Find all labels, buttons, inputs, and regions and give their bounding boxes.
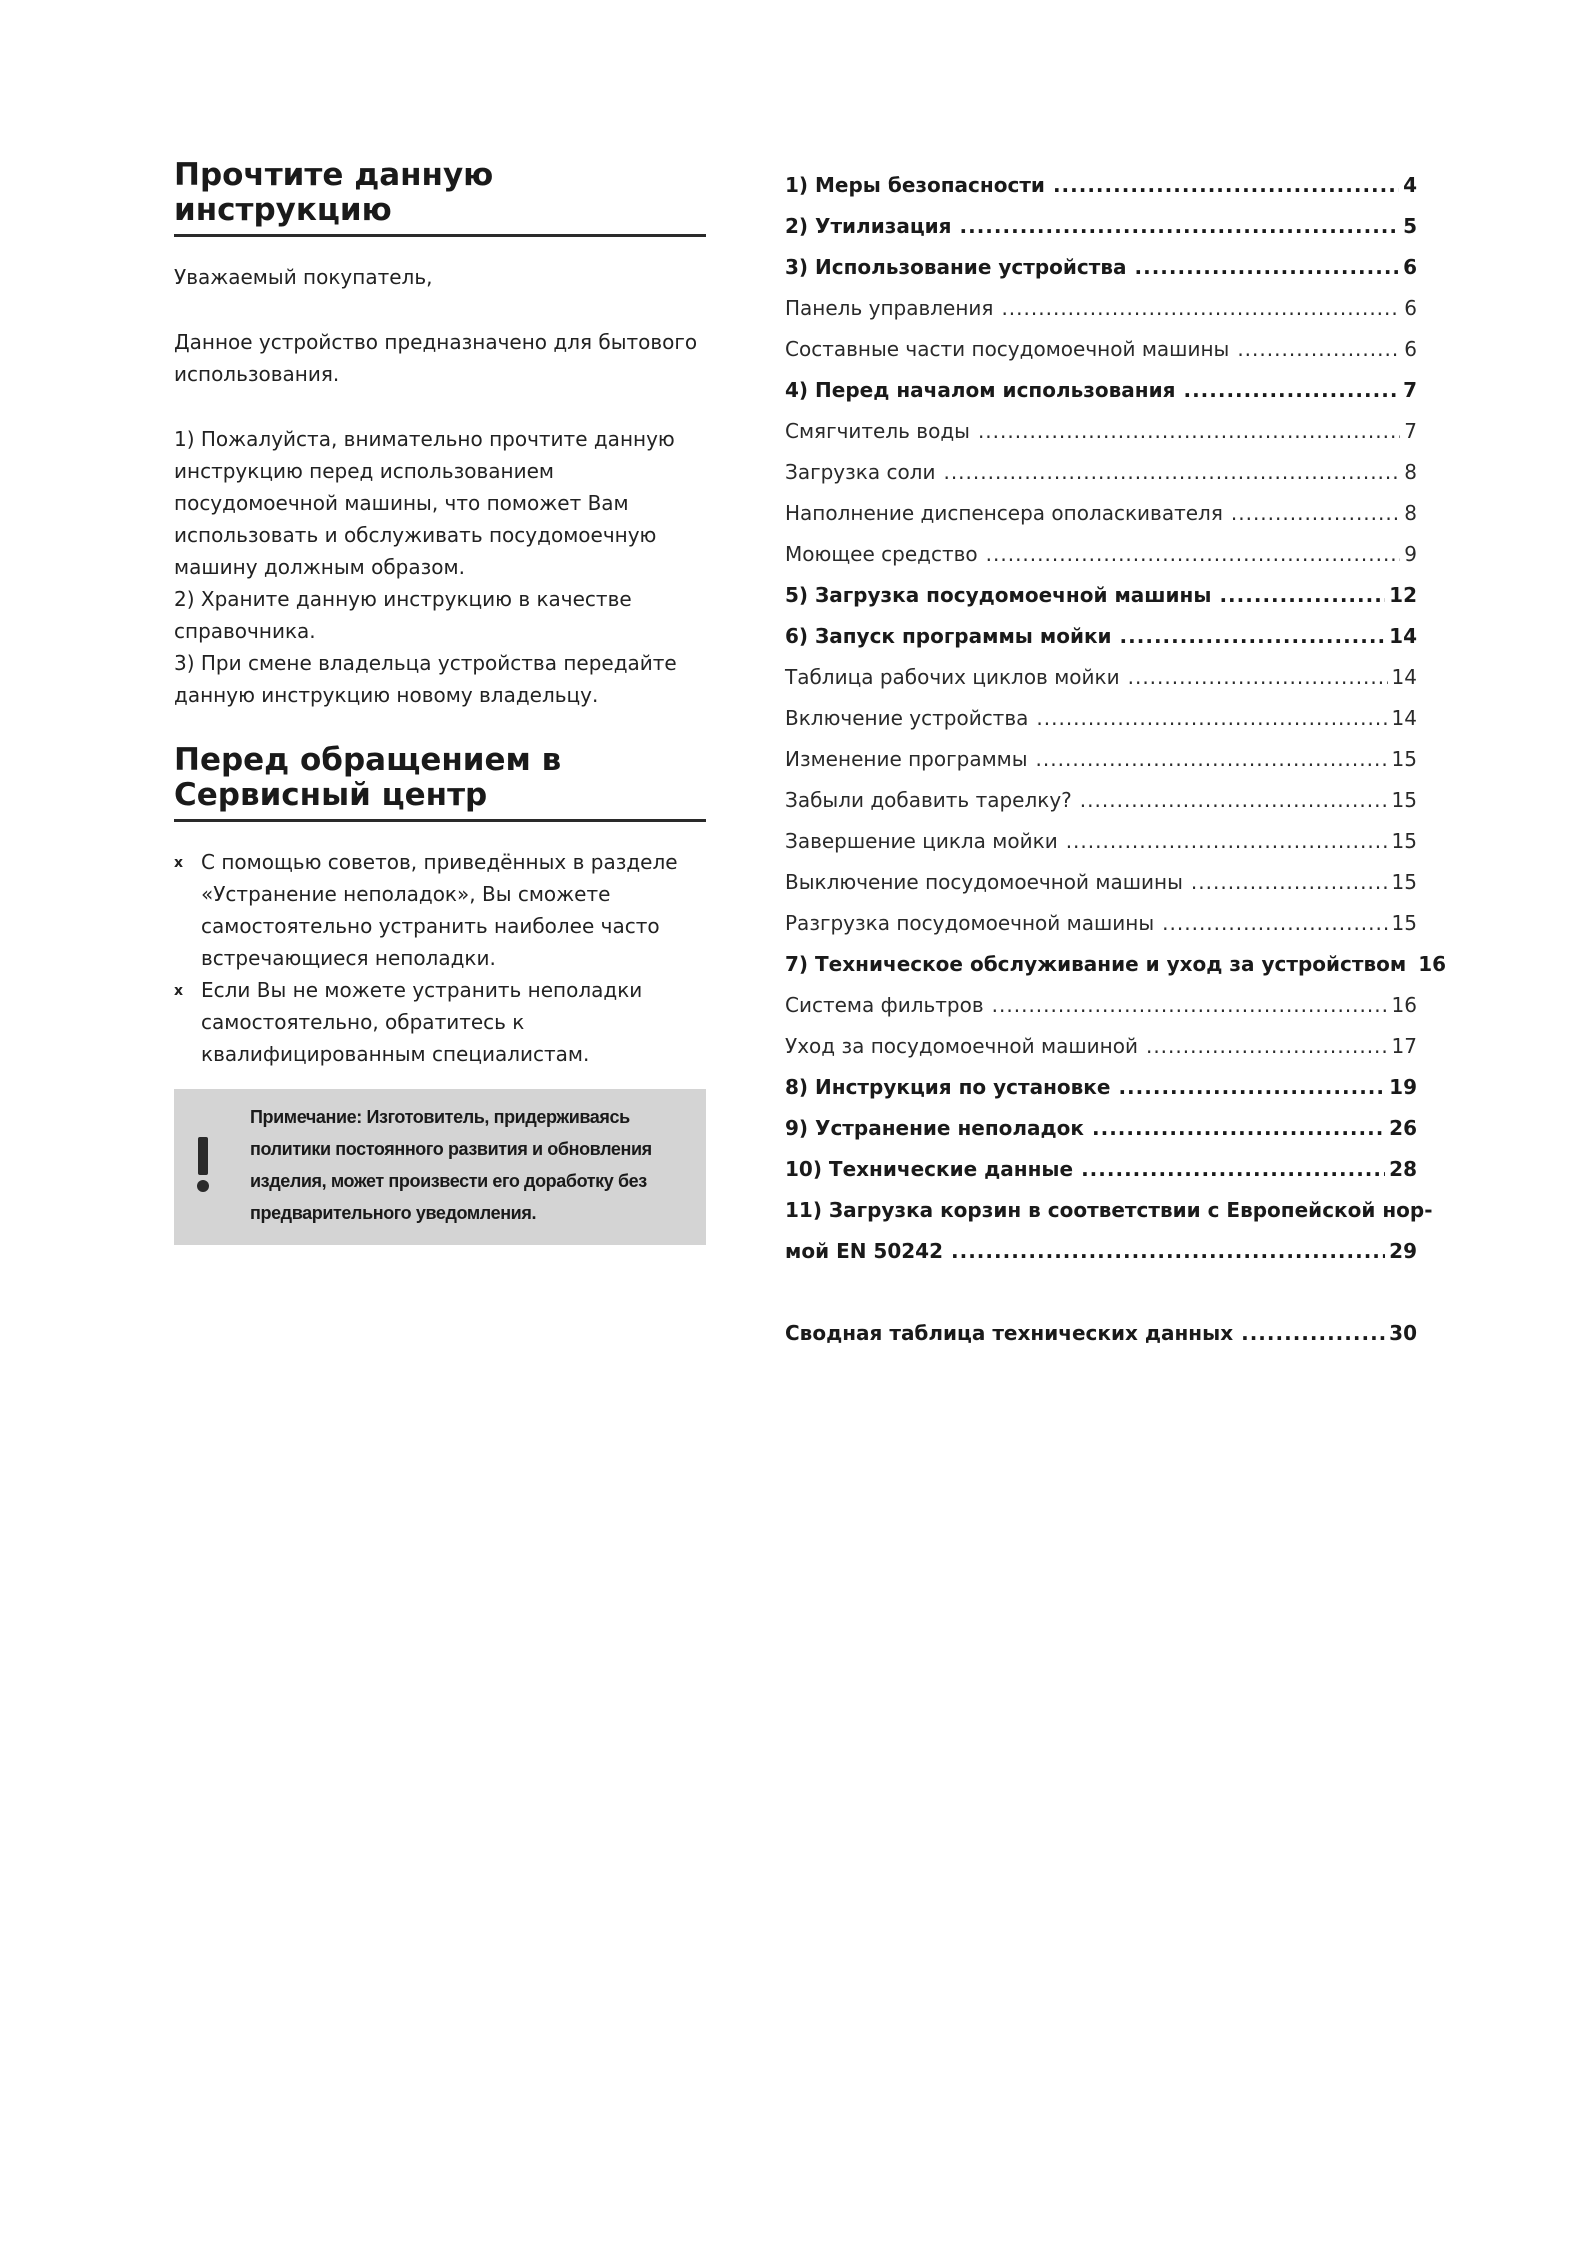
toc-entry-label: Забыли добавить тарелку?	[785, 788, 1072, 812]
toc-entry-label: 2) Утилизация	[785, 214, 952, 238]
toc-leader-dots	[978, 411, 1400, 452]
toc-entry[interactable]	[785, 1026, 1417, 1067]
toc-page-number: 30	[1389, 1321, 1417, 1345]
toc-entry-label: Таблица рабочих циклов мойки	[785, 665, 1120, 689]
service-bullets	[174, 846, 706, 1070]
toc-entry-label: Уход за посудомоечной машиной	[785, 1034, 1138, 1058]
purpose-text: Данное устройство предназначено для бытового использования.	[174, 330, 698, 386]
toc-entry-label: Составные части посудомоечной машины	[785, 337, 1230, 361]
toc-leader-dots	[1092, 1108, 1385, 1149]
service-center-heading: Перед обращением в Сервисный центр	[174, 742, 562, 813]
instruction-steps	[174, 423, 706, 711]
toc-leader-dots	[986, 534, 1401, 575]
toc-page-number: 16	[1391, 993, 1417, 1017]
toc-page-number: 8	[1404, 460, 1417, 484]
bullet-item	[174, 846, 706, 974]
heading-divider	[174, 819, 706, 822]
toc-entry-label: Сводная таблица технических данных	[785, 1321, 1234, 1345]
step-item: 1) Пожалуйста, внимательно прочтите данную инструкцию перед использованием посудомоечной машины, что поможет Вам использовать и обслуживать посудомоечную машину должным образом.	[174, 427, 675, 579]
toc-entry[interactable]	[785, 657, 1417, 698]
toc-entry-label: Наполнение диспенсера ополаскивателя	[785, 501, 1223, 525]
toc-leader-dots	[943, 452, 1400, 493]
toc-entry[interactable]	[785, 821, 1417, 862]
toc-page-number: 15	[1391, 870, 1417, 894]
toc-entry[interactable]	[785, 1149, 1417, 1190]
toc-entry-label: Изменение программы	[785, 747, 1028, 771]
toc-page-number: 6	[1403, 255, 1417, 279]
toc-page-number: 6	[1404, 296, 1417, 320]
toc-entry[interactable]	[785, 452, 1417, 493]
toc-leader-dots	[1219, 575, 1385, 616]
toc-leader-dots	[1036, 698, 1387, 739]
toc-entry[interactable]	[785, 698, 1417, 739]
toc-page-number: 14	[1391, 665, 1417, 689]
step-item: 3) При смене владельца устройства передайте данную инструкцию новому владельцу.	[174, 651, 677, 707]
toc-leader-dots	[1118, 1067, 1385, 1108]
toc-leader-dots	[1053, 165, 1399, 206]
toc-leader-dots	[1036, 739, 1388, 780]
toc-leader-dots	[1128, 657, 1388, 698]
toc-leader-dots	[1191, 862, 1388, 903]
toc-page-number: 17	[1391, 1034, 1417, 1058]
toc-entry-label: 3) Использование устройства	[785, 255, 1127, 279]
toc-leader-dots	[960, 206, 1400, 247]
toc-entry[interactable]	[785, 739, 1417, 780]
toc-entry-label: 7) Техническое обслуживание и уход за устройством	[785, 952, 1407, 976]
toc-entry[interactable]	[785, 1190, 1433, 1231]
toc-leader-dots	[1241, 1313, 1385, 1354]
exclamation-icon	[196, 1137, 210, 1192]
toc-page-number: 14	[1389, 624, 1417, 648]
toc-leader-dots	[951, 1231, 1385, 1272]
toc-entry[interactable]	[785, 780, 1417, 821]
toc-entry-label: 6) Запуск программы мойки	[785, 624, 1112, 648]
toc-entry[interactable]	[785, 247, 1417, 288]
toc-entry-label: 4) Перед началом использования	[785, 378, 1176, 402]
step-item: 2) Храните данную инструкцию в качестве справочника.	[174, 587, 632, 643]
toc-entry-label: Выключение посудомоечной машины	[785, 870, 1183, 894]
toc-leader-dots	[1135, 247, 1400, 288]
toc-leader-dots	[1120, 616, 1386, 657]
toc-entry-label: 10) Технические данные	[785, 1157, 1074, 1181]
toc-leader-dots	[1183, 370, 1399, 411]
toc-page-number: 5	[1403, 214, 1417, 238]
toc-entry-label: 5) Загрузка посудомоечной машины	[785, 583, 1212, 607]
toc-page-number: 12	[1389, 583, 1417, 607]
bullet-mark: x	[174, 855, 184, 871]
toc-page-number: 6	[1404, 337, 1417, 361]
toc-page-number: 29	[1389, 1239, 1417, 1263]
toc-leader-dots	[1162, 903, 1387, 944]
toc-leader-dots	[1081, 1149, 1385, 1190]
toc-entry-label: 8) Инструкция по установке	[785, 1075, 1111, 1099]
toc-leader-dots	[1231, 493, 1400, 534]
toc-page-number: 15	[1391, 747, 1417, 771]
toc-entry-summary[interactable]	[785, 1313, 1417, 1354]
toc-entry-label: 11) Загрузка корзин в соответствии с Европейской нор-	[785, 1198, 1433, 1222]
toc-page-number: 26	[1389, 1116, 1417, 1140]
toc-entry[interactable]	[785, 1231, 1417, 1272]
toc-entry[interactable]	[785, 1108, 1417, 1149]
toc-spacer	[785, 1272, 1417, 1313]
toc-page-number: 4	[1403, 173, 1417, 197]
bullet-text: Если Вы не можете устранить неполадки самостоятельно, обратитесь к квалифицированным специалистам.	[201, 978, 643, 1066]
toc-entry[interactable]	[785, 288, 1417, 329]
toc-entry[interactable]	[785, 165, 1417, 206]
toc-entry[interactable]	[785, 575, 1417, 616]
toc-entry[interactable]	[785, 616, 1417, 657]
toc-leader-dots	[992, 985, 1388, 1026]
heading-divider	[174, 234, 706, 237]
toc-entry-label: Моющее средство	[785, 542, 978, 566]
toc-entry[interactable]	[785, 1067, 1417, 1108]
toc-page-number: 15	[1391, 788, 1417, 812]
toc-entry[interactable]	[785, 370, 1417, 411]
toc-entry-label: Система фильтров	[785, 993, 984, 1017]
toc-entry[interactable]	[785, 862, 1417, 903]
toc-page-number: 19	[1389, 1075, 1417, 1099]
toc-entry[interactable]	[785, 411, 1417, 452]
toc-leader-dots	[1001, 288, 1400, 329]
toc-page-number: 15	[1391, 829, 1417, 853]
toc-page-number: 7	[1404, 419, 1417, 443]
toc-entry[interactable]	[785, 493, 1417, 534]
intro-column	[174, 158, 706, 1245]
bullet-item	[174, 974, 706, 1070]
toc-entry-label: 9) Устранение неполадок	[785, 1116, 1084, 1140]
toc-entry[interactable]	[785, 329, 1417, 370]
toc-page-number: 7	[1403, 378, 1417, 402]
toc-entry[interactable]	[785, 206, 1417, 247]
toc-leader-dots	[1066, 821, 1388, 862]
toc-entry[interactable]	[785, 534, 1417, 575]
toc-entry-label: мой EN 50242	[785, 1239, 944, 1263]
toc-entry-label: Загрузка соли	[785, 460, 936, 484]
toc-entry[interactable]	[785, 903, 1417, 944]
note-box	[174, 1089, 706, 1245]
toc-entry-label: Завершение цикла мойки	[785, 829, 1058, 853]
toc-entry[interactable]	[785, 944, 1447, 985]
toc-entry-label: 1) Меры безопасности	[785, 173, 1045, 197]
toc-leader-dots	[1146, 1026, 1388, 1067]
toc-entry-label: Панель управления	[785, 296, 994, 320]
toc-page-number: 15	[1391, 911, 1417, 935]
toc-entry-label: Смягчитель воды	[785, 419, 970, 443]
toc-page-number: 8	[1404, 501, 1417, 525]
note-text: Примечание: Изготовитель, придерживаясь политики постоянного развития и обновления изделия, может произвести его доработку без предварительного уведомления.	[250, 1107, 652, 1223]
toc-entry-label: Включение устройства	[785, 706, 1029, 730]
table-of-contents	[785, 165, 1447, 1354]
bullet-mark: x	[174, 983, 184, 999]
bullet-text: С помощью советов, приведённых в разделе «Устранение неполадок», Вы сможете самостоятельно устранить наиболее часто встречающиеся неполадки.	[201, 850, 678, 970]
toc-entry-label: Разгрузка посудомоечной машины	[785, 911, 1155, 935]
toc-page-number: 16	[1418, 952, 1447, 976]
read-instruction-heading: Прочтите данную инструкцию	[174, 157, 494, 228]
toc-page-number: 9	[1404, 542, 1417, 566]
toc-page-number: 28	[1389, 1157, 1417, 1181]
toc-entry[interactable]	[785, 985, 1417, 1026]
toc-leader-dots	[1080, 780, 1388, 821]
greeting-text: Уважаемый покупатель,	[174, 265, 433, 289]
toc-leader-dots	[1237, 329, 1400, 370]
toc-page-number: 14	[1391, 706, 1417, 730]
